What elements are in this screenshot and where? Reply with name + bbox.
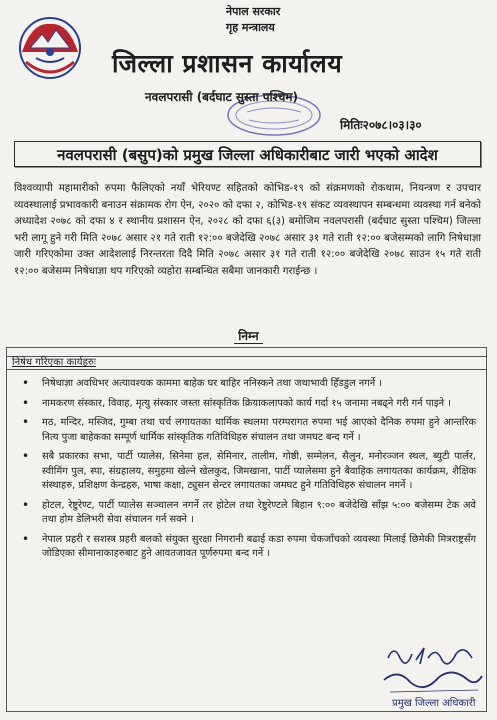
document-date: मितिः२०७८।०३।३० [340, 118, 422, 132]
prohibitions-list [14, 377, 476, 567]
order-headline: नवलपरासी (बसुप)को प्रमुख जिल्ला अधिकारीबाट जारी भएको आदेश [14, 141, 481, 167]
list-item: • नामकरण संस्कार, विवाह, मृत्यु संस्कार जस्ता सांस्कृतिक क्रियाकलापको कार्य गर्दा १५ जनामा नबढ्ने गरी गर्न पाइने । [14, 397, 476, 412]
intro-paragraph: विश्वव्यापी महामारीको रुपमा फैलिएको नयाँ भेरियण्ट सहितको कोभिड-१९ को संक्रमणको रोकथाम, नियन्त्रण र उपचार व्यवस्थालाई प्रभावकारी बनाउन संक्रामक रोग ऐन, २०२० को दफा २, कोभिड-१९ संकट व्यवस्थापन सम्बन्धमा व्यवस्था गर्न बनेको अध्यादेश २०७८ को दफा ४ र स्थानीय प्रशासन ऐन, २०२८ को दफा ६(३) बमोजिम नवलपरासी (बर्दघाट सुस्ता पश्चिम) जिल्ला भरी लागू हुने गरी मिति २०७८ असार २१ गते राती १२:०० बजेदेखि २०७८ असार ३१ गते राती १२:०० बजेसम्मको लागि निषेधाज्ञा जारी गरिएकोमा उक्त आदेशलाई निरन्तरता दिदै मिति २०७८ असार ३१ गते राती १२:०० बजेदेखि २०७८ साउन १५ गते राती १२:०० बजेसम्म निषेधाज्ञा थप गरिएको व्यहोरा सम्बन्धित सबैमा जानकारी गराईन्छ । [14, 183, 481, 277]
section-title-text: निम्न [234, 329, 262, 344]
officer-signature [380, 640, 485, 712]
list-item: • होटल, रेष्टुरेण्ट, पार्टी प्यालेस सञ्चालन नगर्ने तर होटेल तथा रेष्टुरेण्टले बिहान ९:०० बजेदेखि साँझ ५:०० बजेसम्म टेक अवे तथा होम डेलिभरी सेवा संचालन गर्न सक्ने । [14, 499, 476, 528]
list-item: • निषेधाज्ञा अवधिभर अत्यावश्यक काममा बाहेक घर बाहिर ननिस्कने तथा जथाभावी हिँडडुल नगर्ने । [14, 377, 476, 392]
officer-title: प्रमुख जिल्ला अधिकारी [392, 698, 476, 709]
nepal-emblem-icon [12, 12, 88, 82]
section-title [0, 327, 497, 344]
prohibitions-header-text: निषेध गरिएका कार्यहरुः [12, 357, 96, 368]
ministry-name: गृह मन्त्रालय [226, 21, 275, 34]
government-name: नेपाल सरकार [226, 5, 281, 18]
prohibitions-table-header [6, 356, 487, 370]
office-address: नवलपरासी (बर्दघाट सुस्ता पश्चिम) [145, 90, 299, 104]
government-header [226, 4, 280, 36]
list-item: • सबै प्रकारका सभा, पार्टी प्यालेस, सिनेमा हल, सेमिनार, तालीम, गोष्ठी, सम्मेलन, सैलुन, मनोरञ्जन स्थल, ब्युटी पार्लर, स्वीमिंग पुल, स्पा, संग्रहालय, समुहमा खेल्ने खेलकुद, जिमखाना, पार्टी प्यालेसमा हुने बैवाहिक लगायतका कार्यक्रम, शैक्षिक संस्थाहरु, प्रशिक्षण केन्द्रहरु, भाषा कक्षा, ट्युसन सेन्टर लगायतका जमघट हुने गतिविधिहरु संचालन नगर्ने । [14, 450, 476, 494]
office-title: जिल्ला प्रशासन कार्यालय [112, 49, 343, 78]
list-item: • मठ, मन्दिर, मस्जिद, गुम्बा तथा चर्च लगायतका धार्मिक स्थलमा परम्परागत रुपमा भई आएको दैनिक रुपमा हुने आन्तरिक नित्य पुजा बाहेकका सम्पूर्ण धार्मिक सांस्कृतिक गतिविधिहरु संचालन तथा जमघट बन्द गर्ने । [14, 416, 476, 445]
list-item: • नेपाल प्रहरी र सशस्त्र प्रहरी बलको संयुक्त सुरक्षा निगरानी बढाई कडा रुपमा चेकजाँचको व्यवस्था मिलाई छिमेकी मित्रराष्ट्रसँग जोडिएका सीमानाकाहरुबाट हुने आवतजावत पूर्णरुपमा बन्द गर्ने । [14, 533, 476, 562]
